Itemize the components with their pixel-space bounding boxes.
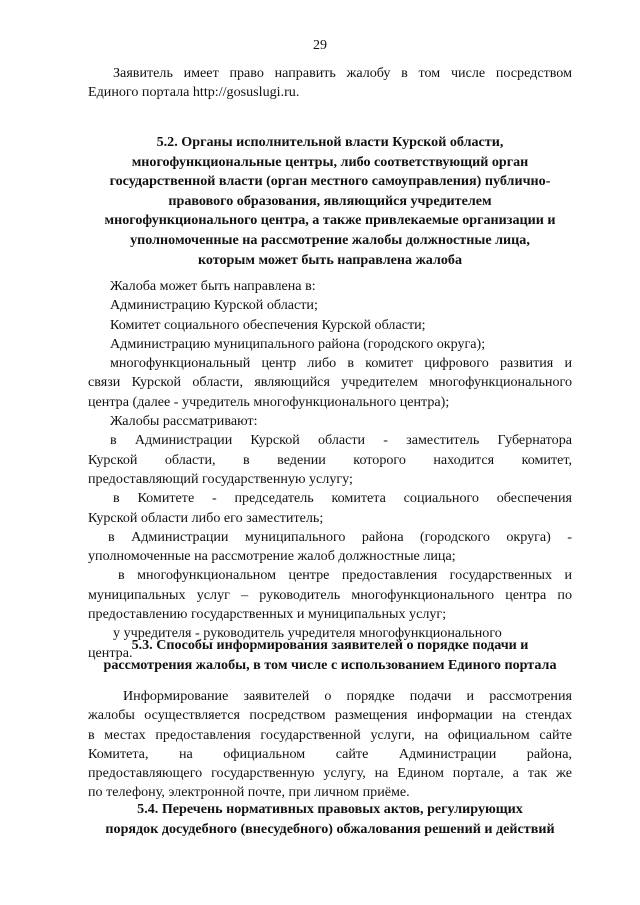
heading-line: правового образования, являющийся учредителем xyxy=(168,192,492,209)
text-line: в местах предоставления государственной услуги, на официальном сайте xyxy=(88,726,572,743)
heading-line: рассмотрения жалобы, в том числе с использованием Единого портала xyxy=(103,656,557,673)
text-line: многофункциональный центр либо в комитет цифрового развития и xyxy=(110,355,572,372)
text-line: центра. xyxy=(88,644,133,661)
text-line: в Администрации муниципального района (городского округа) - xyxy=(108,528,572,545)
text-line: Администрацию муниципального района (городского округа); xyxy=(110,335,486,352)
text-line: Курской области либо его заместитель; xyxy=(88,509,324,526)
text-line: муниципальных услуг – руководитель многофункционального центра по xyxy=(88,586,572,603)
text-line: жалобы осуществляется посредством размещения информации на стендах xyxy=(88,707,572,724)
heading-line: многофункционального центра, а также привлекаемые организации и xyxy=(104,212,556,229)
page-number: 29 xyxy=(313,38,327,53)
section-5-3-body xyxy=(88,687,572,803)
text-line: Комитет социального обеспечения Курской области; xyxy=(110,316,426,333)
text-line: Информирование заявителей о порядке подачи и рассмотрения xyxy=(123,688,572,704)
text-line: центра (далее - учредитель многофункционального центра); xyxy=(88,393,450,410)
heading-line: государственной власти (орган местного самоуправления) публично- xyxy=(109,173,551,190)
heading-line: уполномоченные на рассмотрение жалобы должностные лица, xyxy=(130,231,530,248)
heading-line: 5.3. Способы информирования заявителей о порядке подачи и xyxy=(131,637,529,653)
text-line: в Администрации Курской области - заместитель Губернатора xyxy=(110,432,572,449)
text-line: Единого портала http://gosuslugi.ru. xyxy=(88,84,300,101)
section-5-2-body xyxy=(88,277,572,663)
text-line: связи Курской области, являющийся учредителем многофункционального xyxy=(88,374,572,391)
heading-line: многофункциональные центры, либо соответствующий орган xyxy=(131,153,529,170)
heading-line: 5.2. Органы исполнительной власти Курской области, xyxy=(156,134,504,150)
text-line: предоставлению государственных и муниципальных услуг; xyxy=(88,606,447,623)
text-line: Заявитель имеет право направить жалобу в том числе посредством xyxy=(113,65,572,81)
text-line: предоставляющий государственную услугу; xyxy=(88,470,353,487)
text-line: Жалоба может быть направлена в: xyxy=(110,278,316,294)
text-line: Комитета, на официальном сайте Администрации района, xyxy=(88,745,572,762)
text-line: предоставляющего государственную услугу, на Едином портале, а так же xyxy=(88,765,572,782)
heading-line: которым может быть направлена жалоба xyxy=(197,251,463,268)
text-line: у учредителя - руководитель учредителя многофункционального xyxy=(113,625,502,642)
text-line: Жалобы рассматривают: xyxy=(110,413,258,430)
section-5-3-heading xyxy=(88,636,572,675)
text-line: в Комитете - председатель комитета социального обеспечения xyxy=(113,490,572,507)
heading-line: 5.4. Перечень нормативных правовых актов, регулирующих xyxy=(137,801,523,817)
section-5-2-heading xyxy=(88,133,572,270)
text-line: уполномоченные на рассмотрение жалоб должностные лица; xyxy=(88,548,456,565)
text-line: Администрацию Курской области; xyxy=(110,297,318,314)
intro-paragraph xyxy=(88,64,572,103)
text-line: Курской области, в ведении которого находится комитет, xyxy=(88,451,572,468)
section-5-4-heading xyxy=(88,800,572,839)
text-line: по телефону, электронной почте, при личном приёме. xyxy=(88,784,410,801)
text-line: в многофункциональном центре предоставления государственных и xyxy=(118,567,572,584)
heading-line: порядок досудебного (внесудебного) обжалования решений и действий xyxy=(105,820,555,837)
